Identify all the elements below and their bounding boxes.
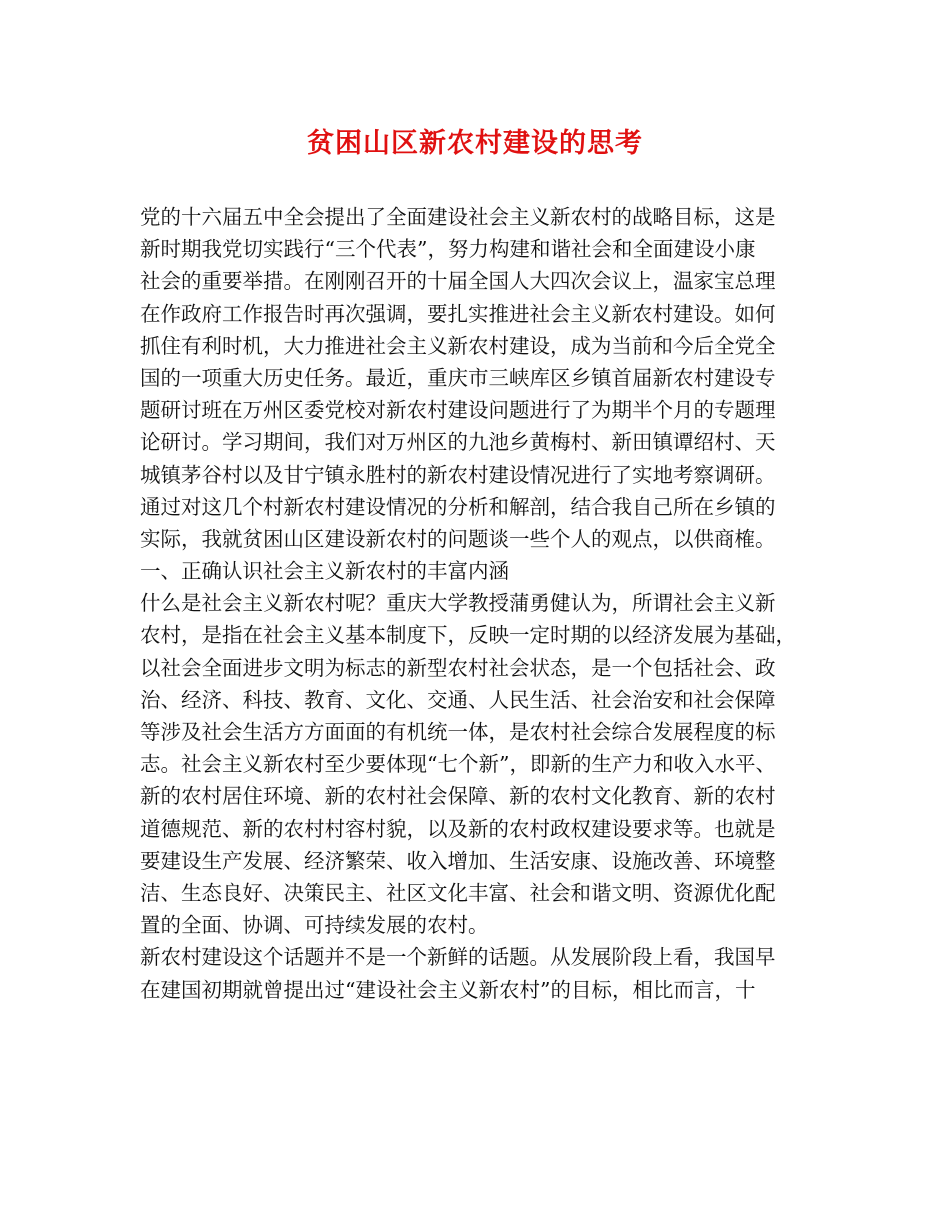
text-line: 城镇茅谷村以及甘宁镇永胜村的新农村建设情况进行了实地考察调研。 (140, 462, 776, 487)
text-line: 新的农村居住环境、新的农村社会保障、新的农村文化教育、新的农村 (140, 784, 776, 809)
document-title: 贫困山区新农村建设的思考 (307, 128, 643, 159)
text-line: 实际，我就贫困山区建设新农村的问题谈一些个人的观点，以供商榷。 (140, 526, 776, 551)
document-body (140, 201, 820, 1006)
text-line: 什么是社会主义新农村呢？重庆大学教授蒲勇健认为，所谓社会主义新 (140, 591, 776, 616)
text-line: 党的十六届五中全会提出了全面建设社会主义新农村的战略目标，这是 (140, 205, 776, 229)
text-line: 国的一项重大历史任务。最近，重庆市三峡库区乡镇首届新农村建设专 (140, 365, 776, 390)
text-line: 洁、生态良好、决策民主、社区文化丰富、社会和谐文明、资源优化配 (140, 880, 776, 905)
text-line: 志。社会主义新农村至少要体现“七个新”，即新的生产力和收入水平、 (140, 752, 776, 777)
text-line: 社会的重要举措。在刚刚召开的十届全国人大四次会议上，温家宝总理 (140, 269, 776, 294)
text-line: 题研讨班在万州区委党校对新农村建设问题进行了为期半个月的专题理 (140, 398, 776, 423)
text-line: 在作政府工作报告时再次强调，要扎实推进社会主义新农村建设。如何 (140, 301, 776, 326)
text-line: 新时期我党切实践行“三个代表”，努力构建和谐社会和全面建设小康 (140, 237, 756, 262)
text-line: 在建国初期就曾提出过“建设社会主义新农村”的目标，相比而言，十 (140, 977, 756, 1002)
text-line: 通过对这几个村新农村建设情况的分析和解剖，结合我自己所在乡镇的 (140, 494, 776, 519)
section-heading: 一、正确认识社会主义新农村的丰富内涵 (140, 559, 509, 584)
text-line: 新农村建设这个话题并不是一个新鲜的话题。从发展阶段上看，我国早 (140, 945, 776, 970)
text-line: 治、经济、科技、教育、文化、交通、人民生活、社会治安和社会保障 (140, 687, 776, 712)
text-line: 农村，是指在社会主义基本制度下，反映一定时期的以经济发展为基础， (140, 623, 796, 648)
text-line: 等涉及社会生活方方面面的有机统一体，是农村社会综合发展程度的标 (140, 720, 776, 744)
text-line: 论研讨。学习期间，我们对万州区的九池乡黄梅村、新田镇谭绍村、天 (140, 430, 776, 455)
text-line: 置的全面、协调、可持续发展的农村。 (140, 913, 489, 938)
text-line: 道德规范、新的农村村容村貌，以及新的农村政权建设要求等。也就是 (140, 816, 776, 841)
text-line: 以社会全面进步文明为标志的新型农村社会状态，是一个包括社会、政 (140, 655, 776, 680)
text-line: 要建设生产发展、经济繁荣、收入增加、生活安康、设施改善、环境整 (140, 848, 776, 873)
text-line: 抓住有利时机，大力推进社会主义新农村建设，成为当前和今后全党全 (140, 333, 776, 358)
